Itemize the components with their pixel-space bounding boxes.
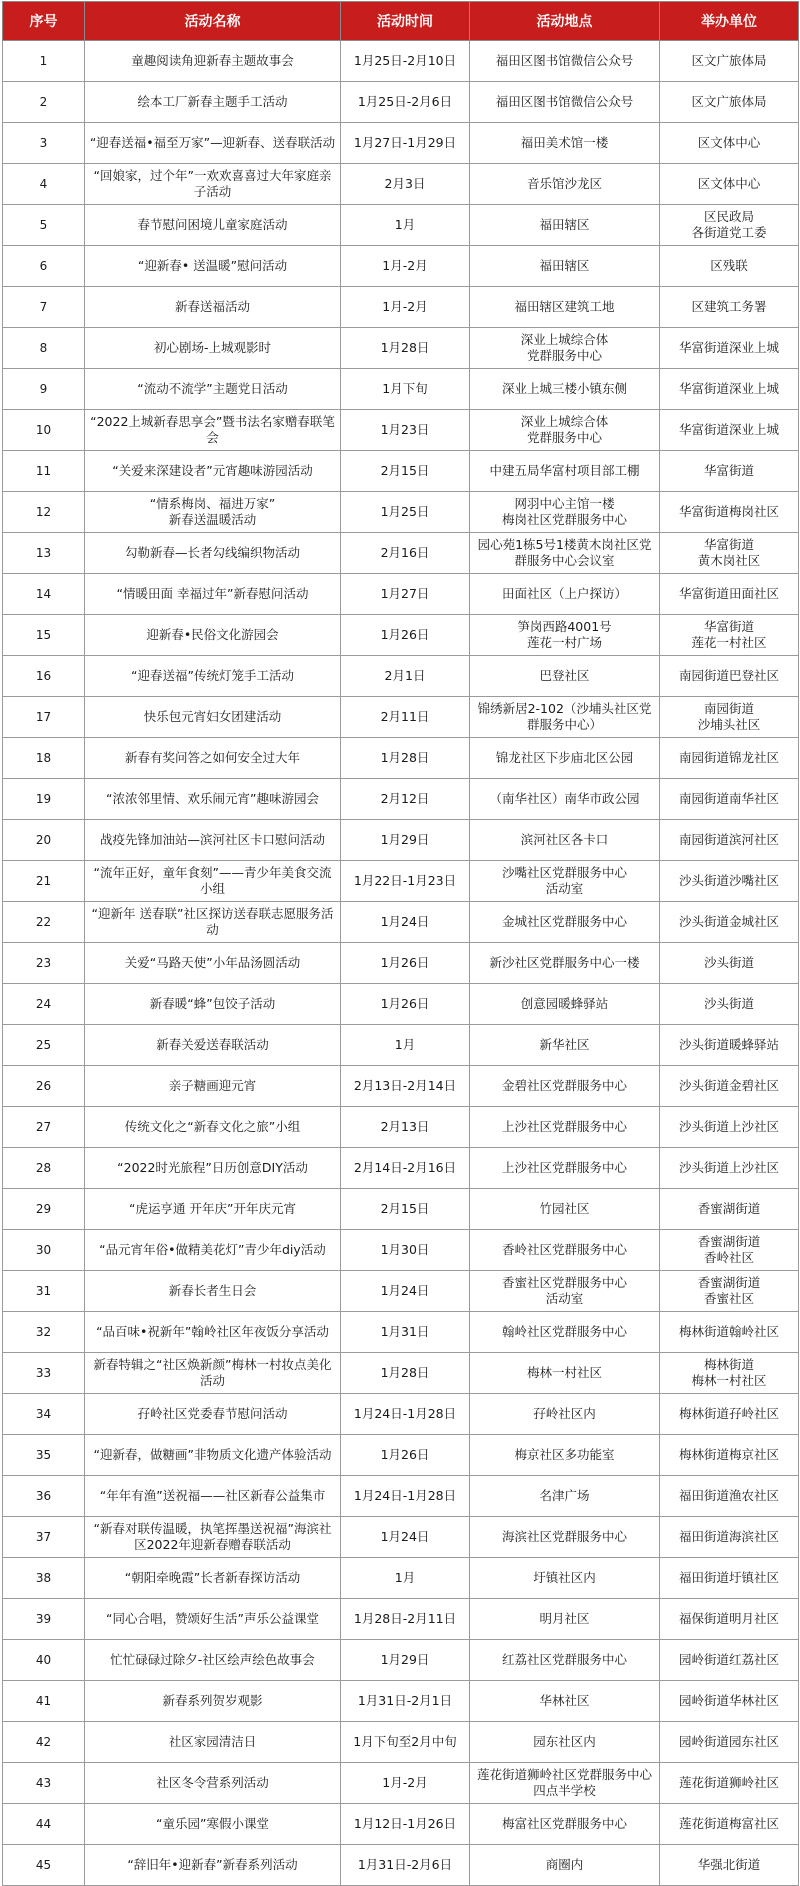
table-row bbox=[3, 1640, 799, 1681]
table-row bbox=[3, 123, 799, 164]
cell-activity-time: 1月-2月 bbox=[341, 287, 470, 328]
cell-activity-name: 新春送福活动 bbox=[85, 287, 341, 328]
table-row bbox=[3, 533, 799, 574]
cell-index: 31 bbox=[3, 1271, 85, 1312]
table-row bbox=[3, 1722, 799, 1763]
cell-organizer: 福田街道渔农社区 bbox=[660, 1476, 799, 1517]
cell-activity-time: 1月31日 bbox=[341, 1312, 470, 1353]
cell-activity-time: 1月28日 bbox=[341, 738, 470, 779]
cell-activity-name: “流动不流学”主题党日活动 bbox=[85, 369, 341, 410]
cell-index: 43 bbox=[3, 1763, 85, 1804]
table-row bbox=[3, 1312, 799, 1353]
table-row bbox=[3, 697, 799, 738]
cell-activity-location: 商圈内 bbox=[470, 1845, 660, 1886]
table-row bbox=[3, 1394, 799, 1435]
table-row bbox=[3, 1107, 799, 1148]
cell-activity-name: “迎新春• 送温暖”慰问活动 bbox=[85, 246, 341, 287]
cell-organizer: 沙头街道金碧社区 bbox=[660, 1066, 799, 1107]
cell-index: 39 bbox=[3, 1599, 85, 1640]
cell-activity-time: 1月29日 bbox=[341, 820, 470, 861]
table-row bbox=[3, 1353, 799, 1394]
cell-index: 38 bbox=[3, 1558, 85, 1599]
table-row bbox=[3, 574, 799, 615]
table-row bbox=[3, 656, 799, 697]
cell-activity-location: 网羽中心主馆一楼 梅岗社区党群服务中心 bbox=[470, 492, 660, 533]
cell-organizer: 沙头街道上沙社区 bbox=[660, 1107, 799, 1148]
cell-index: 7 bbox=[3, 287, 85, 328]
table-row bbox=[3, 1148, 799, 1189]
table-row bbox=[3, 779, 799, 820]
cell-index: 11 bbox=[3, 451, 85, 492]
header-index: 序号 bbox=[3, 2, 85, 41]
cell-organizer: 华强北街道 bbox=[660, 1845, 799, 1886]
cell-activity-time: 1月30日 bbox=[341, 1230, 470, 1271]
cell-activity-time: 2月16日 bbox=[341, 533, 470, 574]
cell-activity-time: 1月22日-1月23日 bbox=[341, 861, 470, 902]
table-row bbox=[3, 1025, 799, 1066]
table-row bbox=[3, 1599, 799, 1640]
cell-activity-name: 传统文化之“新春文化之旅”小组 bbox=[85, 1107, 341, 1148]
cell-index: 4 bbox=[3, 164, 85, 205]
cell-activity-location: 竹园社区 bbox=[470, 1189, 660, 1230]
cell-index: 12 bbox=[3, 492, 85, 533]
cell-activity-location: 锦绣新居2-102（沙埔头社区党群服务中心） bbox=[470, 697, 660, 738]
cell-organizer: 南园街道锦龙社区 bbox=[660, 738, 799, 779]
cell-activity-location: 沙嘴社区党群服务中心 活动室 bbox=[470, 861, 660, 902]
table-row bbox=[3, 984, 799, 1025]
cell-index: 26 bbox=[3, 1066, 85, 1107]
cell-organizer: 香蜜湖街道 bbox=[660, 1189, 799, 1230]
cell-activity-name: 社区冬令营系列活动 bbox=[85, 1763, 341, 1804]
cell-activity-name: “流年正好，童年食刻”——青少年美食交流小组 bbox=[85, 861, 341, 902]
cell-index: 2 bbox=[3, 82, 85, 123]
cell-activity-name: “辞旧年•迎新春”新春系列活动 bbox=[85, 1845, 341, 1886]
cell-activity-name: 新春暖“蜂”包饺子活动 bbox=[85, 984, 341, 1025]
cell-activity-location: 新华社区 bbox=[470, 1025, 660, 1066]
cell-index: 1 bbox=[3, 41, 85, 82]
cell-activity-location: 福田区图书馆微信公众号 bbox=[470, 41, 660, 82]
cell-activity-time: 1月28日 bbox=[341, 1353, 470, 1394]
cell-activity-time: 1月25日-2月6日 bbox=[341, 82, 470, 123]
cell-index: 34 bbox=[3, 1394, 85, 1435]
cell-activity-time: 1月23日 bbox=[341, 410, 470, 451]
cell-activity-time: 1月26日 bbox=[341, 943, 470, 984]
table-row bbox=[3, 82, 799, 123]
cell-organizer: 福保街道明月社区 bbox=[660, 1599, 799, 1640]
table-row bbox=[3, 738, 799, 779]
cell-activity-name: 童趣阅读角迎新春主题故事会 bbox=[85, 41, 341, 82]
cell-organizer: 梅林街道孖岭社区 bbox=[660, 1394, 799, 1435]
cell-index: 32 bbox=[3, 1312, 85, 1353]
cell-activity-name: “年年有渔”送祝福——社区新春公益集市 bbox=[85, 1476, 341, 1517]
cell-activity-name: “情系梅岗、福进万家” 新春送温暖活动 bbox=[85, 492, 341, 533]
cell-activity-name: 新春关爱送春联活动 bbox=[85, 1025, 341, 1066]
cell-organizer: 沙头街道沙嘴社区 bbox=[660, 861, 799, 902]
cell-activity-location: 红荔社区党群服务中心 bbox=[470, 1640, 660, 1681]
table-row bbox=[3, 1763, 799, 1804]
cell-activity-location: 锦龙社区下步庙北区公园 bbox=[470, 738, 660, 779]
cell-activity-location: 上沙社区党群服务中心 bbox=[470, 1148, 660, 1189]
cell-activity-location: （南华社区）南华市政公园 bbox=[470, 779, 660, 820]
cell-activity-time: 1月24日 bbox=[341, 902, 470, 943]
cell-organizer: 华富街道 bbox=[660, 451, 799, 492]
table-row bbox=[3, 1476, 799, 1517]
cell-activity-name: 新春有奖问答之如何安全过大年 bbox=[85, 738, 341, 779]
cell-activity-time: 2月3日 bbox=[341, 164, 470, 205]
table-row bbox=[3, 205, 799, 246]
cell-activity-time: 1月29日 bbox=[341, 1640, 470, 1681]
cell-activity-location: 福田辖区 bbox=[470, 205, 660, 246]
cell-activity-location: 翰岭社区党群服务中心 bbox=[470, 1312, 660, 1353]
table-row bbox=[3, 820, 799, 861]
cell-activity-location: 梅京社区多功能室 bbox=[470, 1435, 660, 1476]
cell-activity-time: 2月13日 bbox=[341, 1107, 470, 1148]
cell-activity-location: 音乐馆沙龙区 bbox=[470, 164, 660, 205]
cell-index: 5 bbox=[3, 205, 85, 246]
cell-organizer: 区残联 bbox=[660, 246, 799, 287]
cell-organizer: 沙头街道 bbox=[660, 943, 799, 984]
header-row bbox=[3, 2, 799, 41]
cell-activity-name: “新春对联传温暖，执笔挥墨送祝福”海滨社区2022年迎新春赠春联活动 bbox=[85, 1517, 341, 1558]
cell-activity-time: 2月11日 bbox=[341, 697, 470, 738]
cell-index: 8 bbox=[3, 328, 85, 369]
cell-activity-location: 梅林一村社区 bbox=[470, 1353, 660, 1394]
cell-organizer: 区文体中心 bbox=[660, 123, 799, 164]
cell-activity-name: “童乐园”寒假小课堂 bbox=[85, 1804, 341, 1845]
cell-index: 13 bbox=[3, 533, 85, 574]
cell-organizer: 沙头街道暖蜂驿站 bbox=[660, 1025, 799, 1066]
cell-activity-name: 新春特辑之“社区焕新颜”梅林一村妆点美化活动 bbox=[85, 1353, 341, 1394]
cell-activity-name: “迎新年 送春联”社区探访送春联志愿服务活动 bbox=[85, 902, 341, 943]
cell-activity-name: 亲子糖画迎元宵 bbox=[85, 1066, 341, 1107]
cell-index: 15 bbox=[3, 615, 85, 656]
header-activity-name: 活动名称 bbox=[85, 2, 341, 41]
events-table bbox=[2, 1, 799, 1886]
cell-organizer: 华富街道深业上城 bbox=[660, 369, 799, 410]
cell-activity-location: 园心苑1栋5号1楼黄木岗社区党群服务中心会议室 bbox=[470, 533, 660, 574]
cell-organizer: 华富街道 莲花一村社区 bbox=[660, 615, 799, 656]
cell-activity-location: 香岭社区党群服务中心 bbox=[470, 1230, 660, 1271]
header-organizer: 举办单位 bbox=[660, 2, 799, 41]
cell-activity-name: 战疫先锋加油站—滨河社区卡口慰问活动 bbox=[85, 820, 341, 861]
table-row bbox=[3, 615, 799, 656]
cell-activity-name: “迎新春，做糖画”非物质文化遗产体验活动 bbox=[85, 1435, 341, 1476]
cell-activity-location: 深业上城综合体 党群服务中心 bbox=[470, 328, 660, 369]
cell-index: 24 bbox=[3, 984, 85, 1025]
cell-activity-location: 田面社区（上户探访） bbox=[470, 574, 660, 615]
cell-activity-name: 新春长者生日会 bbox=[85, 1271, 341, 1312]
table-row bbox=[3, 1845, 799, 1886]
cell-activity-location: 名津广场 bbox=[470, 1476, 660, 1517]
cell-activity-time: 1月24日-1月28日 bbox=[341, 1476, 470, 1517]
cell-organizer: 沙头街道金城社区 bbox=[660, 902, 799, 943]
cell-organizer: 华富街道田面社区 bbox=[660, 574, 799, 615]
cell-activity-name: 忙忙碌碌过除夕-社区绘声绘色故事会 bbox=[85, 1640, 341, 1681]
cell-activity-name: 社区家园清洁日 bbox=[85, 1722, 341, 1763]
cell-activity-time: 1月28日-2月11日 bbox=[341, 1599, 470, 1640]
cell-organizer: 福田街道海滨社区 bbox=[660, 1517, 799, 1558]
cell-activity-location: 海滨社区党群服务中心 bbox=[470, 1517, 660, 1558]
table-row bbox=[3, 410, 799, 451]
cell-activity-location: 金碧社区党群服务中心 bbox=[470, 1066, 660, 1107]
cell-activity-time: 1月12日-1月26日 bbox=[341, 1804, 470, 1845]
cell-activity-time: 1月-2月 bbox=[341, 246, 470, 287]
cell-activity-name: “迎春送福•福至万家”—迎新春、送春联活动 bbox=[85, 123, 341, 164]
cell-activity-location: 莲花街道狮岭社区党群服务中心四点半学校 bbox=[470, 1763, 660, 1804]
cell-activity-location: 创意园暖蜂驿站 bbox=[470, 984, 660, 1025]
table-row bbox=[3, 902, 799, 943]
cell-organizer: 华富街道 黄木岗社区 bbox=[660, 533, 799, 574]
table-row bbox=[3, 1804, 799, 1845]
cell-index: 30 bbox=[3, 1230, 85, 1271]
cell-activity-location: 福田美术馆一楼 bbox=[470, 123, 660, 164]
cell-organizer: 华富街道深业上城 bbox=[660, 328, 799, 369]
cell-activity-name: 快乐包元宵妇女团建活动 bbox=[85, 697, 341, 738]
header-activity-location: 活动地点 bbox=[470, 2, 660, 41]
cell-index: 45 bbox=[3, 1845, 85, 1886]
table-row bbox=[3, 1066, 799, 1107]
cell-activity-time: 1月27日 bbox=[341, 574, 470, 615]
cell-index: 27 bbox=[3, 1107, 85, 1148]
cell-organizer: 区建筑工务署 bbox=[660, 287, 799, 328]
table-row bbox=[3, 41, 799, 82]
cell-organizer: 区文体中心 bbox=[660, 164, 799, 205]
cell-activity-location: 明月社区 bbox=[470, 1599, 660, 1640]
cell-index: 6 bbox=[3, 246, 85, 287]
cell-organizer: 香蜜湖街道 香蜜社区 bbox=[660, 1271, 799, 1312]
cell-organizer: 莲花街道梅富社区 bbox=[660, 1804, 799, 1845]
cell-activity-name: 新春系列贺岁观影 bbox=[85, 1681, 341, 1722]
cell-activity-time: 1月 bbox=[341, 205, 470, 246]
table-row bbox=[3, 1435, 799, 1476]
cell-organizer: 莲花街道狮岭社区 bbox=[660, 1763, 799, 1804]
cell-index: 35 bbox=[3, 1435, 85, 1476]
cell-index: 42 bbox=[3, 1722, 85, 1763]
cell-activity-name: “同心合唱，赞颂好生活”声乐公益课堂 bbox=[85, 1599, 341, 1640]
cell-index: 36 bbox=[3, 1476, 85, 1517]
cell-activity-location: 中建五局华富村项目部工棚 bbox=[470, 451, 660, 492]
cell-activity-time: 1月24日 bbox=[341, 1271, 470, 1312]
cell-activity-name: “虎运亨通 开年庆”开年庆元宵 bbox=[85, 1189, 341, 1230]
cell-index: 25 bbox=[3, 1025, 85, 1066]
cell-activity-location: 福田辖区建筑工地 bbox=[470, 287, 660, 328]
cell-organizer: 南园街道滨河社区 bbox=[660, 820, 799, 861]
cell-activity-name: “2022时光旅程”日历创意DIY活动 bbox=[85, 1148, 341, 1189]
cell-activity-name: “浓浓邻里情、欢乐闹元宵”趣味游园会 bbox=[85, 779, 341, 820]
cell-organizer: 南园街道 沙埔头社区 bbox=[660, 697, 799, 738]
table-row bbox=[3, 1271, 799, 1312]
cell-activity-location: 福田区图书馆微信公众号 bbox=[470, 82, 660, 123]
table-row bbox=[3, 1558, 799, 1599]
cell-activity-time: 1月下旬 bbox=[341, 369, 470, 410]
cell-index: 40 bbox=[3, 1640, 85, 1681]
cell-index: 17 bbox=[3, 697, 85, 738]
header-activity-time: 活动时间 bbox=[341, 2, 470, 41]
cell-activity-location: 笋岗西路4001号 莲花一村广场 bbox=[470, 615, 660, 656]
table-row bbox=[3, 246, 799, 287]
cell-index: 33 bbox=[3, 1353, 85, 1394]
table-row bbox=[3, 164, 799, 205]
cell-index: 44 bbox=[3, 1804, 85, 1845]
cell-organizer: 梅林街道梅京社区 bbox=[660, 1435, 799, 1476]
cell-activity-time: 1月31日-2月6日 bbox=[341, 1845, 470, 1886]
cell-index: 20 bbox=[3, 820, 85, 861]
cell-activity-location: 深业上城综合体 党群服务中心 bbox=[470, 410, 660, 451]
cell-index: 19 bbox=[3, 779, 85, 820]
cell-index: 3 bbox=[3, 123, 85, 164]
table-row bbox=[3, 369, 799, 410]
cell-activity-time: 1月25日 bbox=[341, 492, 470, 533]
table-row bbox=[3, 328, 799, 369]
cell-activity-name: “品百味•祝新年”翰岭社区年夜饭分享活动 bbox=[85, 1312, 341, 1353]
cell-activity-location: 滨河社区各卡口 bbox=[470, 820, 660, 861]
cell-activity-name: “回娘家，过个年”一欢欢喜喜过大年家庭亲子活动 bbox=[85, 164, 341, 205]
cell-organizer: 福田街道圩镇社区 bbox=[660, 1558, 799, 1599]
cell-activity-name: 孖岭社区党委春节慰问活动 bbox=[85, 1394, 341, 1435]
cell-index: 23 bbox=[3, 943, 85, 984]
cell-activity-name: 绘本工厂新春主题手工活动 bbox=[85, 82, 341, 123]
cell-organizer: 沙头街道上沙社区 bbox=[660, 1148, 799, 1189]
cell-activity-name: 迎新春•民俗文化游园会 bbox=[85, 615, 341, 656]
table-row bbox=[3, 1517, 799, 1558]
cell-activity-time: 2月13日-2月14日 bbox=[341, 1066, 470, 1107]
cell-index: 28 bbox=[3, 1148, 85, 1189]
cell-activity-name: 关爱“马路天使”小年品汤圆活动 bbox=[85, 943, 341, 984]
cell-index: 16 bbox=[3, 656, 85, 697]
cell-organizer: 园岭街道红荔社区 bbox=[660, 1640, 799, 1681]
cell-activity-time: 1月25日-2月10日 bbox=[341, 41, 470, 82]
cell-organizer: 沙头街道 bbox=[660, 984, 799, 1025]
cell-index: 9 bbox=[3, 369, 85, 410]
table-row bbox=[3, 861, 799, 902]
cell-activity-time: 1月26日 bbox=[341, 984, 470, 1025]
cell-index: 18 bbox=[3, 738, 85, 779]
cell-activity-location: 园东社区内 bbox=[470, 1722, 660, 1763]
table-row bbox=[3, 287, 799, 328]
cell-activity-location: 孖岭社区内 bbox=[470, 1394, 660, 1435]
cell-activity-time: 1月27日-1月29日 bbox=[341, 123, 470, 164]
cell-activity-location: 圩镇社区内 bbox=[470, 1558, 660, 1599]
cell-index: 29 bbox=[3, 1189, 85, 1230]
cell-organizer: 香蜜湖街道 香岭社区 bbox=[660, 1230, 799, 1271]
cell-activity-location: 上沙社区党群服务中心 bbox=[470, 1107, 660, 1148]
cell-organizer: 南园街道巴登社区 bbox=[660, 656, 799, 697]
cell-index: 41 bbox=[3, 1681, 85, 1722]
cell-activity-name: 勾勒新春—长者勾线编织物活动 bbox=[85, 533, 341, 574]
table-row bbox=[3, 492, 799, 533]
cell-activity-name: “品元宵年俗•做精美花灯”青少年diy活动 bbox=[85, 1230, 341, 1271]
cell-organizer: 华富街道梅岗社区 bbox=[660, 492, 799, 533]
cell-index: 22 bbox=[3, 902, 85, 943]
cell-activity-location: 福田辖区 bbox=[470, 246, 660, 287]
cell-activity-time: 1月 bbox=[341, 1558, 470, 1599]
cell-activity-time: 2月1日 bbox=[341, 656, 470, 697]
cell-organizer: 南园街道南华社区 bbox=[660, 779, 799, 820]
cell-activity-time: 1月24日 bbox=[341, 1517, 470, 1558]
table-row bbox=[3, 1230, 799, 1271]
cell-index: 14 bbox=[3, 574, 85, 615]
cell-organizer: 区文广旅体局 bbox=[660, 41, 799, 82]
cell-activity-time: 2月14日-2月16日 bbox=[341, 1148, 470, 1189]
cell-index: 10 bbox=[3, 410, 85, 451]
table-row bbox=[3, 943, 799, 984]
cell-activity-time: 2月12日 bbox=[341, 779, 470, 820]
cell-activity-name: 春节慰问困境儿童家庭活动 bbox=[85, 205, 341, 246]
cell-activity-time: 2月15日 bbox=[341, 451, 470, 492]
cell-activity-location: 梅富社区党群服务中心 bbox=[470, 1804, 660, 1845]
cell-organizer: 区文广旅体局 bbox=[660, 82, 799, 123]
cell-activity-name: “朝阳牵晚霞”长者新春探访活动 bbox=[85, 1558, 341, 1599]
cell-activity-location: 新沙社区党群服务中心一楼 bbox=[470, 943, 660, 984]
cell-activity-name: “2022上城新春思享会”暨书法名家赠春联笔会 bbox=[85, 410, 341, 451]
cell-activity-name: “情暖田面 幸福过年”新春慰问活动 bbox=[85, 574, 341, 615]
cell-activity-time: 1月26日 bbox=[341, 615, 470, 656]
cell-activity-time: 1月26日 bbox=[341, 1435, 470, 1476]
cell-organizer: 梅林街道 梅林一村社区 bbox=[660, 1353, 799, 1394]
cell-activity-time: 1月28日 bbox=[341, 328, 470, 369]
table-row bbox=[3, 1681, 799, 1722]
cell-activity-location: 金城社区党群服务中心 bbox=[470, 902, 660, 943]
cell-organizer: 梅林街道翰岭社区 bbox=[660, 1312, 799, 1353]
cell-activity-time: 1月-2月 bbox=[341, 1763, 470, 1804]
table-row bbox=[3, 451, 799, 492]
cell-activity-time: 1月31日-2月1日 bbox=[341, 1681, 470, 1722]
cell-activity-time: 1月24日-1月28日 bbox=[341, 1394, 470, 1435]
cell-activity-time: 1月下旬至2月中旬 bbox=[341, 1722, 470, 1763]
cell-activity-name: “迎春送福”传统灯笼手工活动 bbox=[85, 656, 341, 697]
cell-activity-location: 巴登社区 bbox=[470, 656, 660, 697]
cell-activity-name: “关爱来深建设者”元宵趣味游园活动 bbox=[85, 451, 341, 492]
cell-organizer: 区民政局 各街道党工委 bbox=[660, 205, 799, 246]
cell-activity-location: 深业上城三楼小镇东侧 bbox=[470, 369, 660, 410]
cell-activity-time: 2月15日 bbox=[341, 1189, 470, 1230]
cell-organizer: 园岭街道华林社区 bbox=[660, 1681, 799, 1722]
cell-organizer: 园岭街道园东社区 bbox=[660, 1722, 799, 1763]
cell-activity-time: 1月 bbox=[341, 1025, 470, 1066]
cell-organizer: 华富街道深业上城 bbox=[660, 410, 799, 451]
cell-activity-name: 初心剧场-上城观影时 bbox=[85, 328, 341, 369]
cell-activity-location: 华林社区 bbox=[470, 1681, 660, 1722]
cell-index: 21 bbox=[3, 861, 85, 902]
cell-activity-location: 香蜜社区党群服务中心 活动室 bbox=[470, 1271, 660, 1312]
table-row bbox=[3, 1189, 799, 1230]
cell-index: 37 bbox=[3, 1517, 85, 1558]
table-body bbox=[3, 41, 799, 1886]
